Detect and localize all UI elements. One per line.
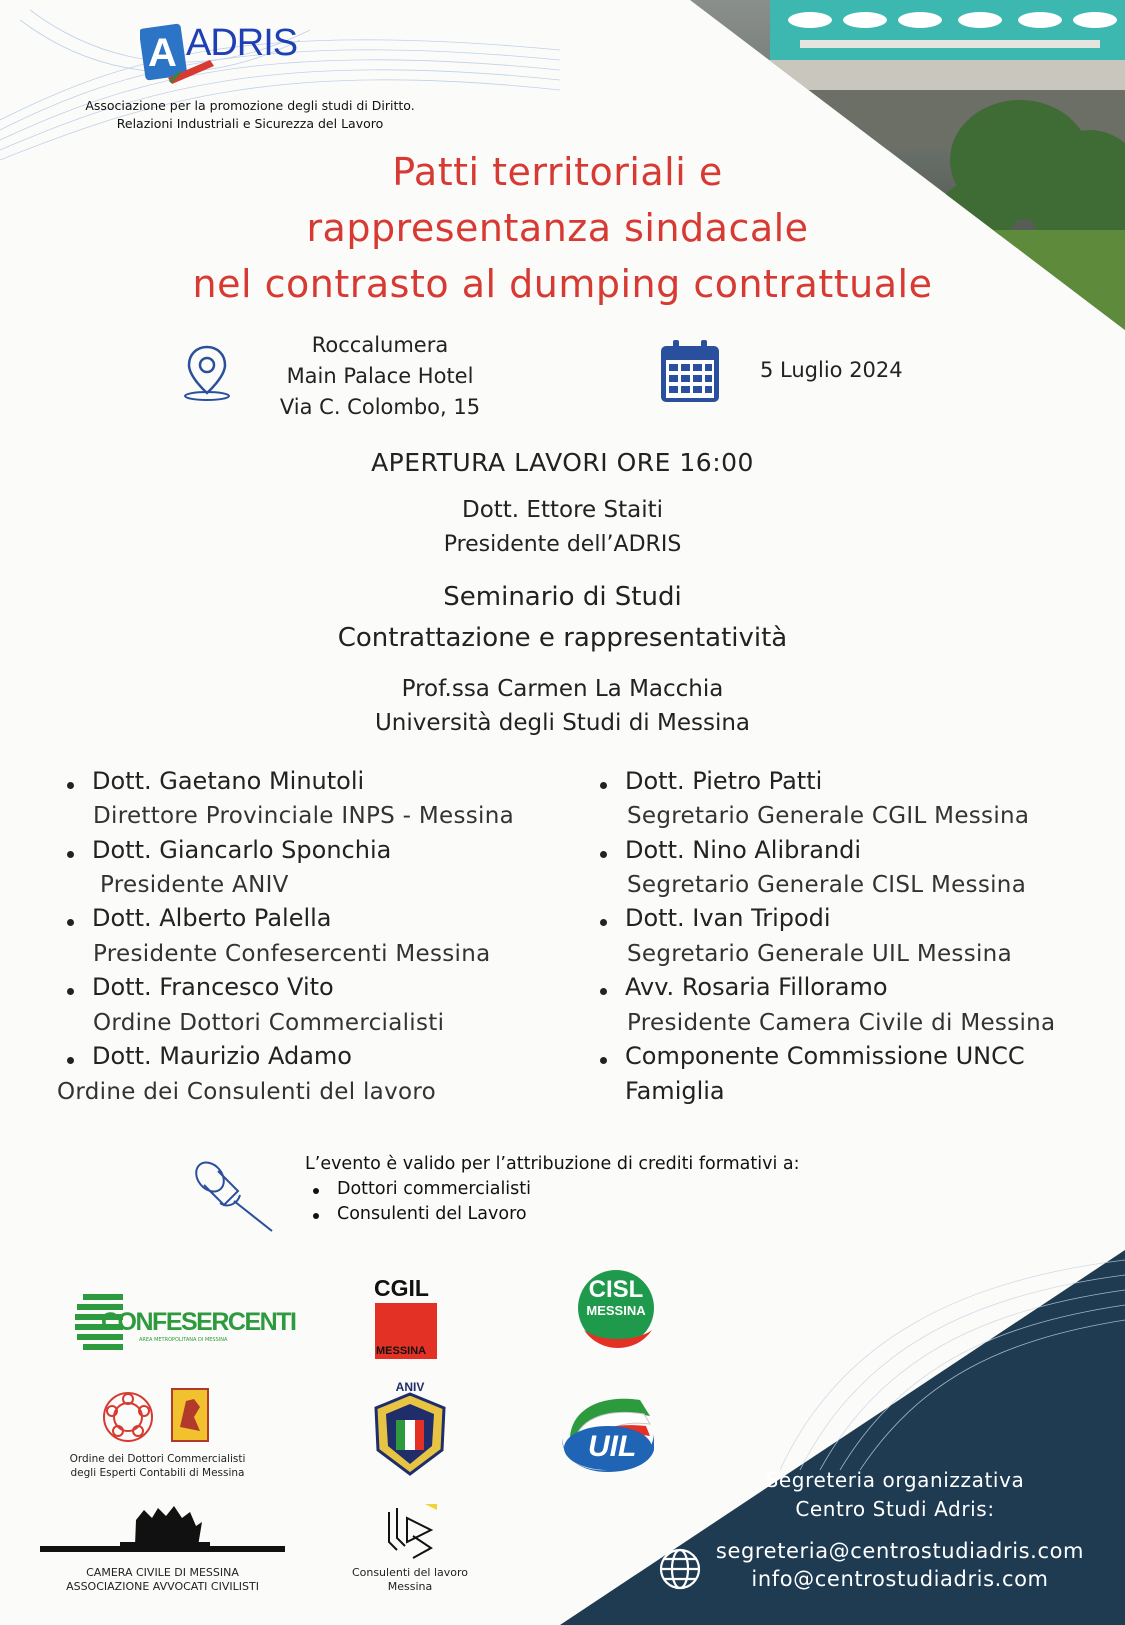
decorative-waves-bottom [780, 1240, 1125, 1470]
secretariat-email-1[interactable]: segreteria@centrostudiadris.com [715, 1539, 1085, 1563]
camera-caption-line1: CAMERA CIVILE DI MESSINA [86, 1566, 239, 1579]
cgil-text: CGIL [374, 1275, 429, 1301]
bullet [67, 988, 74, 995]
location-pin-icon [180, 343, 234, 403]
cgil-subtext: MESSINA [376, 1345, 427, 1357]
speaker-right-2-name: Dott. Ivan Tripodi [625, 904, 831, 932]
credits-item-1: Consulenti del Lavoro [337, 1204, 527, 1224]
consulenti-caption [325, 1566, 495, 1594]
venue-town: Roccalumera [311, 333, 449, 357]
bullet [67, 782, 74, 789]
uil-logo [560, 1390, 660, 1472]
calendar-icon [658, 338, 722, 406]
org-name-line1: Associazione per la promozione degli studi di Diritto. [85, 98, 415, 113]
bullet [313, 1213, 319, 1219]
bullet [600, 988, 607, 995]
speaker-right-3-role: Presidente Camera Civile di Messina [627, 1010, 1056, 1036]
credits-item-0: Dottori commercialisti [337, 1179, 532, 1199]
speaker-right-4-role: Famiglia [625, 1077, 725, 1105]
svg-text:A: A [148, 31, 177, 75]
confesercenti-logo [75, 1290, 296, 1355]
secretariat-line1: Segreteria organizzativa [765, 1468, 1025, 1492]
bullet [67, 1057, 74, 1064]
adris-logo [140, 20, 310, 95]
odcec-caption-line1: Ordine dei Dottori Commercialisti [69, 1453, 246, 1465]
venue-hotel: Main Palace Hotel [286, 364, 474, 388]
president-name: Dott. Ettore Staiti [461, 497, 663, 523]
consulenti-lavoro-logo [383, 1500, 443, 1560]
bullet [313, 1188, 319, 1194]
odcec-caption [40, 1452, 275, 1480]
camera-caption-line2: ASSOCIAZIONE AVVOCATI CIVILISTI [66, 1580, 259, 1593]
title-line3: nel contrasto al dumping contrattuale [192, 262, 933, 306]
title-line1: Patti territoriali e [392, 150, 723, 194]
bullet [600, 782, 607, 789]
speaker-left-2-role: Presidente Confesercenti Messina [93, 941, 491, 967]
odcec-caption-line2: degli Esperti Contabili di Messina [70, 1467, 245, 1479]
speaker-left-1-name: Dott. Giancarlo Sponchia [92, 836, 392, 864]
confesercenti-subtext: AREA METROPOLITANA DI MESSINA [139, 1337, 228, 1343]
bullet [600, 1057, 607, 1064]
globe-icon [658, 1547, 702, 1591]
cisl-logo [570, 1268, 662, 1360]
cisl-text: CISL [588, 1276, 644, 1303]
bullet [600, 919, 607, 926]
org-name-line2: Relazioni Industriali e Sicurezza del Lavoro [116, 116, 384, 131]
bullet [67, 851, 74, 858]
cgil-logo [372, 1275, 440, 1360]
credits-intro: L’evento è valido per l’attribuzione di crediti formativi a: [305, 1154, 800, 1174]
venue-address [250, 330, 510, 423]
speaker-name: Prof.ssa Carmen La Macchia [401, 676, 724, 702]
secretariat-line2: Centro Studi Adris: [795, 1497, 995, 1521]
speaker-left-0-role: Direttore Provinciale INPS - Messina [93, 803, 514, 829]
seminar-line2: Contrattazione e rappresentatività [337, 623, 788, 653]
speaker-left-3-role: Ordine Dottori Commercialisti [93, 1010, 445, 1036]
odcec-logo [100, 1385, 220, 1450]
camera-civile-caption [40, 1566, 285, 1594]
secretariat-email-2[interactable]: info@centrostudiadris.com [751, 1567, 1049, 1591]
aniv-logo [370, 1380, 450, 1478]
consulenti-caption-line1: Consulenti del lavoro [351, 1566, 469, 1579]
speaker-right-0-name: Dott. Pietro Patti [625, 767, 823, 795]
pushpin-icon [190, 1155, 280, 1235]
confesercenti-text: CONFESERCENTI [101, 1308, 296, 1336]
speaker-right-0-role: Segretario Generale CGIL Messina [627, 803, 1030, 829]
consulenti-caption-line2: Messina [387, 1580, 433, 1593]
speaker-left-1-role: Presidente ANIV [100, 872, 289, 898]
adris-logo-text: ADRIS [186, 22, 298, 64]
venue-street: Via C. Colombo, 15 [279, 395, 481, 419]
speaker-right-2-role: Segretario Generale UIL Messina [627, 941, 1012, 967]
president-role: Presidente dell’ADRIS [443, 532, 682, 557]
title-line2: rappresentanza sindacale [306, 206, 809, 250]
seminar-line1: Seminario di Studi [443, 582, 682, 612]
aniv-text: ANIV [395, 1380, 425, 1394]
speaker-left-3-name: Dott. Francesco Vito [92, 973, 334, 1001]
speaker-left-4-role: Ordine dei Consulenti del lavoro [57, 1079, 436, 1105]
event-date: 5 Luglio 2024 [760, 358, 903, 382]
cisl-subtext: MESSINA [586, 1303, 646, 1318]
camera-civile-logo [40, 1500, 285, 1562]
speaker-right-4-name: Componente Commissione UNCC [625, 1042, 1025, 1070]
speaker-affiliation: Università degli Studi di Messina [374, 710, 751, 736]
speaker-right-3-name: Avv. Rosaria Filloramo [625, 973, 888, 1001]
speaker-left-4-name: Dott. Maurizio Adamo [92, 1042, 352, 1070]
speaker-right-1-name: Dott. Nino Alibrandi [625, 836, 862, 864]
speaker-left-2-name: Dott. Alberto Palella [92, 904, 332, 932]
speaker-left-0-name: Dott. Gaetano Minutoli [92, 767, 365, 795]
speaker-right-1-role: Segretario Generale CISL Messina [627, 872, 1027, 898]
uil-text: UIL [588, 1430, 637, 1463]
opening-time: APERTURA LAVORI ORE 16:00 [371, 448, 754, 477]
bullet [67, 919, 74, 926]
bullet [600, 851, 607, 858]
